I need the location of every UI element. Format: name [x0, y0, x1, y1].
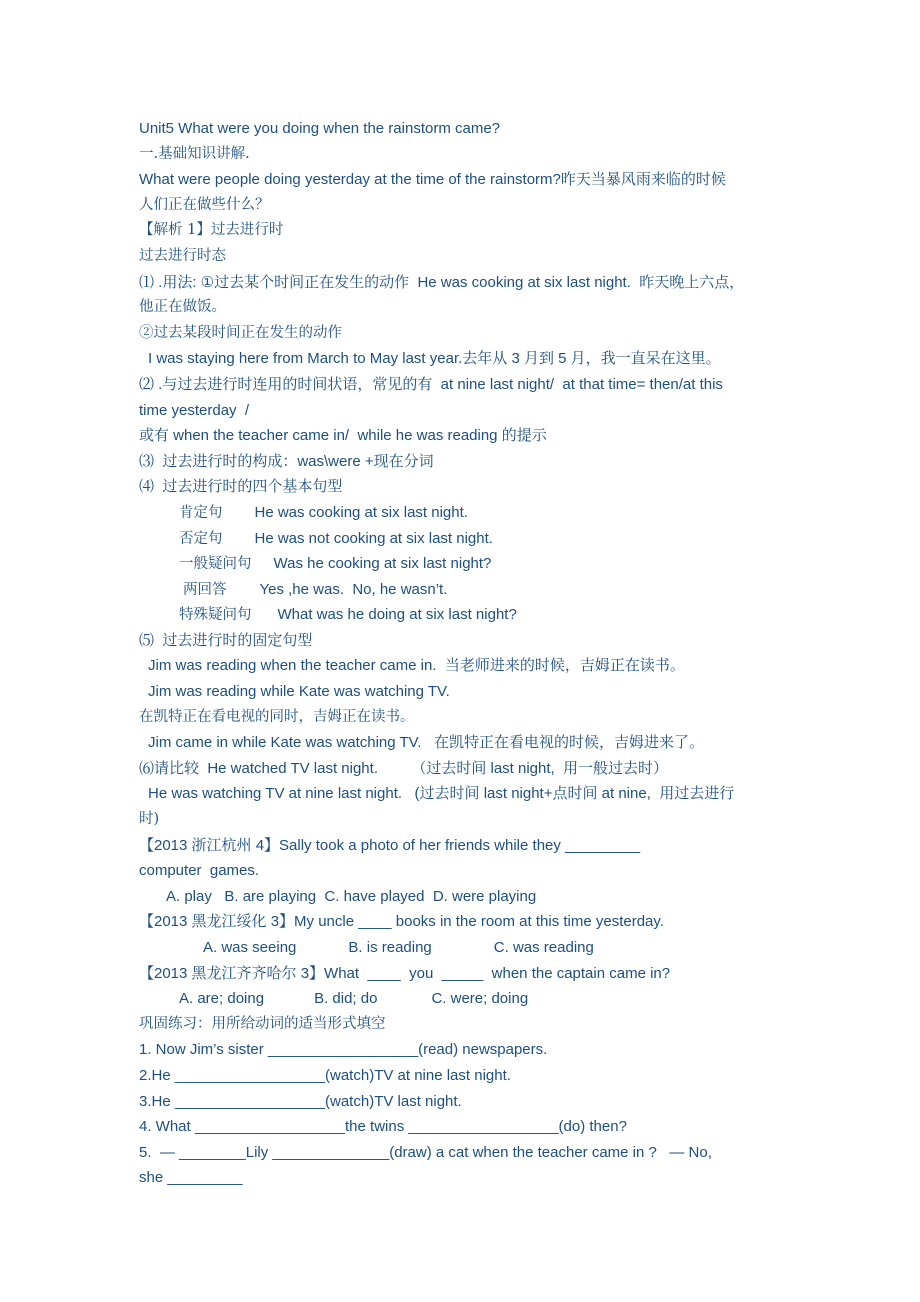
- usage-line-continued: 他正在做饭。: [139, 299, 226, 316]
- document-title: Unit5 What were you doing when the rainstorm came?: [139, 120, 501, 137]
- analysis-heading: 【解析 1】过去进行时: [139, 222, 284, 239]
- option: B. did; do: [314, 990, 378, 1008]
- pattern-sentence: He was not cooking at six last night.: [254, 529, 493, 547]
- exam-question: 【2013 黑龙江绥化 3】My uncle ____ books in the room at this time yesterday.: [139, 913, 664, 931]
- compare-line: He was watching TV at nine last night. (过去时间 last night+点时间 at nine, 用过去进行: [148, 785, 735, 803]
- patterns-heading: ⑷ 过去进行时的四个基本句型: [139, 478, 343, 496]
- usage-line: ②过去某段时间正在发生的动作: [139, 324, 342, 341]
- option: C. were; doing: [431, 990, 529, 1008]
- pattern-sentence: What was he doing at six last night?: [277, 606, 517, 624]
- time-adverbial-line-continued: time yesterday /: [139, 401, 250, 419]
- fixed-patterns-heading: ⑸ 过去进行时的固定句型: [139, 631, 313, 649]
- pattern-label: 两回答: [183, 581, 227, 598]
- exam-question-continued: computer games.: [139, 862, 260, 880]
- question-line-continued: 人们正在做些什么？: [139, 196, 270, 213]
- usage-line: ⑴ .用法: ①过去某个时间正在发生的动作 He was cooking at six last night. 昨天晚上六点，: [139, 273, 745, 291]
- fixed-pattern-example: Jim came in while Kate was watching TV. 在凯特正在看电视的时候，吉姆进来了。: [148, 734, 704, 752]
- practice-item: 2.He __________________(watch)TV at nine last night.: [139, 1066, 511, 1084]
- exam-options: A. play B. are playing C. have played D. were playing: [166, 887, 537, 905]
- section-heading: 一.基础知识讲解.: [139, 145, 250, 162]
- document-page: [139, 116, 799, 1191]
- option: B. is reading: [348, 939, 432, 956]
- practice-item: 5. — ________Lily ______________(draw) a cat when the teacher came in ? — No,: [139, 1143, 712, 1161]
- usage-example: I was staying here from March to May last year.去年从 3 月到 5 月，我一直呆在这里。: [148, 350, 721, 368]
- compare-line: ⑹请比较 He watched TV last night. （过去时间 last night, 用一般过去时）: [139, 759, 669, 777]
- pattern-row: [139, 577, 799, 603]
- fixed-pattern-translation: 在凯特正在看电视的同时，吉姆正在读书。: [139, 708, 415, 725]
- practice-item-continued: she _________: [139, 1169, 243, 1187]
- practice-heading: 巩固练习：用所给动词的适当形式填空: [139, 1015, 386, 1032]
- pattern-label: 肯定句: [179, 504, 223, 521]
- practice-item: 4. What __________________the twins __________________(do) then?: [139, 1118, 627, 1136]
- pattern-label: 特殊疑问句: [179, 607, 252, 624]
- structure-line: ⑶ 过去进行时的构成：was\were +现在分词: [139, 452, 434, 470]
- tense-title: 过去进行时态: [139, 247, 226, 264]
- option: C. was reading: [493, 939, 594, 956]
- pattern-row: [139, 500, 799, 526]
- pattern-sentence: Was he cooking at six last night?: [273, 555, 492, 573]
- question-line: What were people doing yesterday at the time of the rainstorm?昨天当暴风雨来临的时候: [139, 171, 726, 189]
- option: A. was seeing: [203, 939, 297, 956]
- pattern-row: [139, 602, 799, 628]
- exam-question: 【2013 黑龙江齐齐哈尔 3】What ____ you _____ when the captain came in?: [139, 964, 671, 982]
- fixed-pattern-example: Jim was reading while Kate was watching TV.: [148, 683, 450, 701]
- pattern-label: 一般疑问句: [179, 556, 252, 573]
- time-adverbial-line: ⑵ .与过去进行时连用的时间状语，常见的有 at nine last night/ at that time= then/at this: [139, 375, 723, 393]
- pattern-sentence: Yes ,he was. No, he wasn’t.: [259, 580, 448, 598]
- pattern-row: [139, 526, 799, 552]
- compare-line-continued: 时): [139, 811, 160, 828]
- practice-item: 3.He __________________(watch)TV last night.: [139, 1092, 462, 1110]
- practice-item: 1. Now Jim’s sister __________________(read) newspapers.: [139, 1041, 548, 1059]
- pattern-label: 否定句: [179, 530, 223, 547]
- exam-options: [139, 986, 799, 1012]
- fixed-pattern-example: Jim was reading when the teacher came in. 当老师进来的时候，吉姆正在读书。: [148, 657, 685, 675]
- time-adverbial-line-hint: 或有 when the teacher came in/ while he was reading 的提示: [139, 427, 547, 445]
- exam-options: [139, 935, 799, 961]
- exam-question: 【2013 浙江杭州 4】Sally took a photo of her friends while they _________: [139, 836, 641, 854]
- pattern-row: [139, 551, 799, 577]
- pattern-sentence: He was cooking at six last night.: [254, 503, 468, 521]
- option: A. are; doing: [179, 990, 265, 1008]
